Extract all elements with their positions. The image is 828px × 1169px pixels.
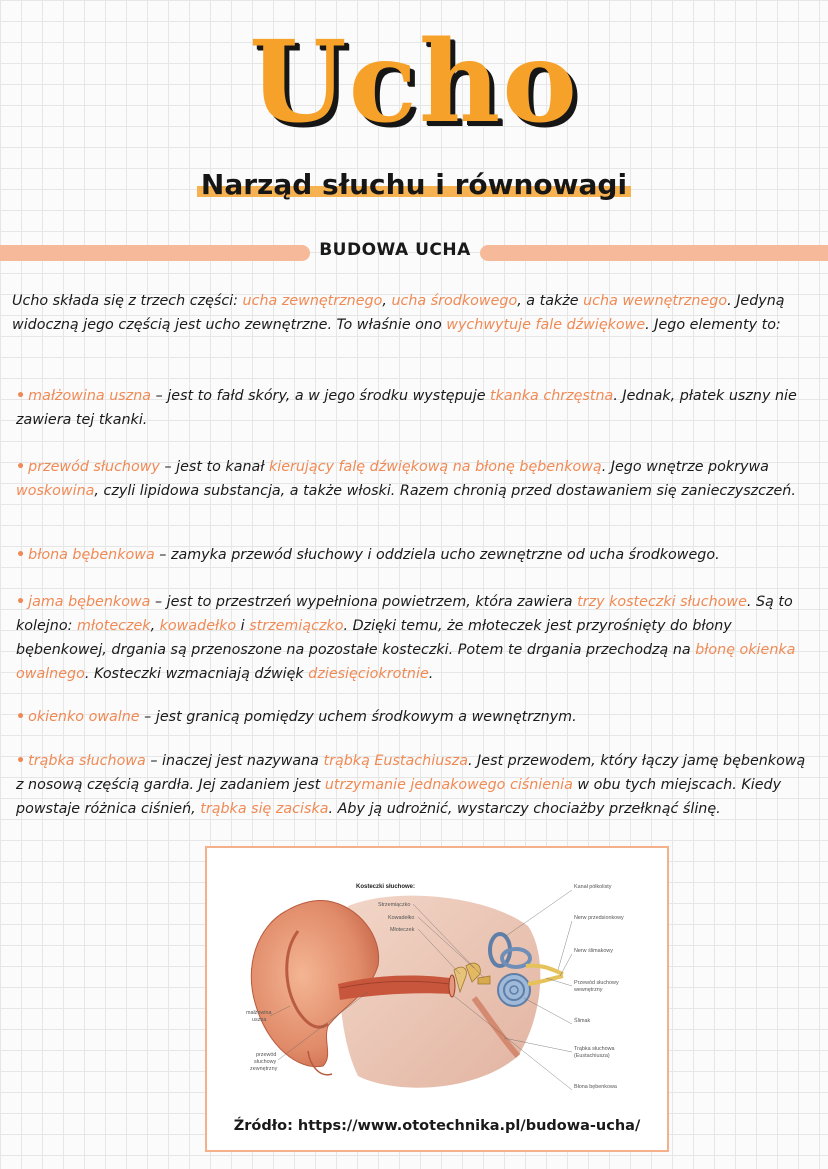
item-highlight: strzemiączko (249, 618, 344, 634)
intro-paragraph (12, 289, 820, 337)
list-item-trabka (16, 749, 816, 821)
cochlea-outer (498, 974, 530, 1006)
item-name: błona bębenkowa (28, 547, 155, 563)
item-highlight: woskowina (16, 483, 95, 499)
bullet-dot: • (16, 753, 26, 769)
item-text: – jest to fałd skóry, a w jego środku występuje (155, 388, 491, 404)
item-highlight: trąbką Eustachiusza (323, 753, 468, 769)
item-text: . Jednak, płatek uszny nie zawiera tej tkanki. (16, 388, 797, 428)
item-name: jama bębenkowa (28, 594, 151, 610)
item-highlight: kowadełko (159, 618, 237, 634)
item-name: okienko owalne (28, 709, 140, 725)
item-text: i (236, 618, 250, 634)
item-name: trąbka słuchowa (28, 753, 146, 769)
label-trabka: (Eustachiusza) (574, 1053, 610, 1059)
page-subtitle (0, 168, 828, 201)
label-blona-bebenkowa: Błona bębenkowa (574, 1084, 617, 1090)
item-text: . Aby ją udrożnić, wystarczy chociażby przełknąć ślinę. (328, 801, 721, 817)
intro-text: Ucho składa się z trzech części: (12, 293, 243, 309)
label-nerw-przedsionkowy: Nerw przedsionkowy (574, 915, 624, 921)
intro-highlight: ucha wewnętrznego (583, 293, 728, 309)
intro-text: . Jego elementy to: (645, 317, 781, 333)
item-text: , czyli lipidowa substancja, a także włoski. Razem chronią przed dostawaniem się zanieczyszczeń. (94, 483, 796, 499)
item-text: – jest to przestrzeń wypełniona powietrzem, która zawiera (154, 594, 578, 610)
figure-heading: Kosteczki słuchowe: (356, 884, 416, 890)
item-text: . Są to kolejno: (16, 594, 793, 634)
item-text: – zamyka przewód słuchowy i oddziela ucho zewnętrzne od ucha środkowego. (159, 547, 720, 563)
item-text: . (428, 666, 434, 682)
label-kanal-polkolisty: Kanał półkolisty (574, 884, 612, 890)
list-item-okienko (16, 705, 816, 729)
item-highlight: trzy kosteczki słuchowe (577, 594, 747, 610)
label-przewod-zewnetrzny: zewnętrzny (250, 1066, 278, 1072)
label-trabka: Trąbka słuchowa (574, 1046, 615, 1052)
intro-highlight: ucha środkowego (391, 293, 518, 309)
label-przewod-wewnetrzny: wewnętrzny (574, 987, 603, 993)
label-strzemiaczko: Strzemiączko (378, 902, 411, 908)
label-przewod-zewnetrzny: przewód (256, 1052, 277, 1058)
item-name: małżowina uszna (28, 388, 152, 404)
label-nerw-slimakowy: Nerw ślimakowy (574, 948, 613, 954)
item-name: przewód słuchowy (28, 459, 160, 475)
item-highlight: utrzymanie jednakowego ciśnienia (324, 777, 573, 793)
list-item-jama (16, 590, 816, 686)
intro-highlight: ucha zewnętrznego (242, 293, 383, 309)
item-text: – jest to kanał (164, 459, 269, 475)
intro-highlight: wychwytuje fale dźwiękowe (446, 317, 646, 333)
item-text: w obu tych miejscach. Kiedy powstaje różnica ciśnień, (16, 777, 782, 817)
label-malzowina: uszna (252, 1017, 267, 1023)
list-item-malzowina (16, 384, 816, 432)
item-text: – jest granicą pomiędzy uchem środkowym a wewnętrznym. (144, 709, 577, 725)
intro-text: , a także (517, 293, 584, 309)
list-item-blona (16, 543, 816, 567)
bullet-dot: • (16, 459, 26, 475)
intro-text: , (382, 293, 392, 309)
item-text: – inaczej jest nazywana (150, 753, 324, 769)
item-text: , (150, 618, 160, 634)
label-slimak: Ślimak (574, 1018, 591, 1024)
item-highlight: tkanka chrzęstna (490, 388, 614, 404)
label-malzowina: małżowina (246, 1010, 272, 1016)
bullet-dot: • (16, 709, 26, 725)
bullet-dot: • (16, 547, 26, 563)
bullet-dot: • (16, 594, 26, 610)
section-heading: BUDOWA UCHA (319, 240, 471, 260)
label-przewod-zewnetrzny: słuchowy (254, 1059, 277, 1065)
item-highlight: młoteczek (76, 618, 151, 634)
label-przewod-wewnetrzny: Przewód słuchowy (574, 980, 619, 986)
item-highlight: trąbka się zaciska (200, 801, 329, 817)
ear-anatomy-diagram (228, 866, 646, 1098)
label-mloteczek: Młoteczek (390, 927, 415, 933)
bullet-dot: • (16, 388, 26, 404)
item-text: . Dzięki temu, że młoteczek jest przyrośnięty do błony bębenkowej, drgania są przenoszone na pozostałe kosteczki. Potem te drgania przechodzą na (16, 618, 732, 658)
page-title: Ucho (249, 17, 579, 148)
item-highlight: kierujący falę dźwiękową na błonę bębenkową (268, 459, 602, 475)
intro-text: . Jedyną widoczną jego częścią jest ucho zewnętrzne. To właśnie ono (12, 293, 785, 333)
item-highlight: dziesięciokrotnie (308, 666, 429, 682)
label-kowadelko: Kowadełko (388, 915, 415, 921)
eardrum-shape (449, 975, 455, 997)
item-highlight: błonę okienka owalnego (16, 642, 796, 682)
section-band-right (480, 245, 828, 261)
item-text: . Jest przewodem, który łączy jamę bębenkową z nosową częścią gardła. Jej zadaniem jest (16, 753, 806, 793)
subtitle-text: Narząd słuchu i równowagi (197, 168, 631, 201)
item-text: . Jego wnętrze pokrywa (601, 459, 769, 475)
list-item-przewod (16, 455, 816, 503)
figure-source: Źródło: https://www.ototechnika.pl/budowa-ucha/ (233, 1118, 641, 1134)
section-band-left (0, 245, 310, 261)
item-text: . Kosteczki wzmacniają dźwięk (84, 666, 309, 682)
